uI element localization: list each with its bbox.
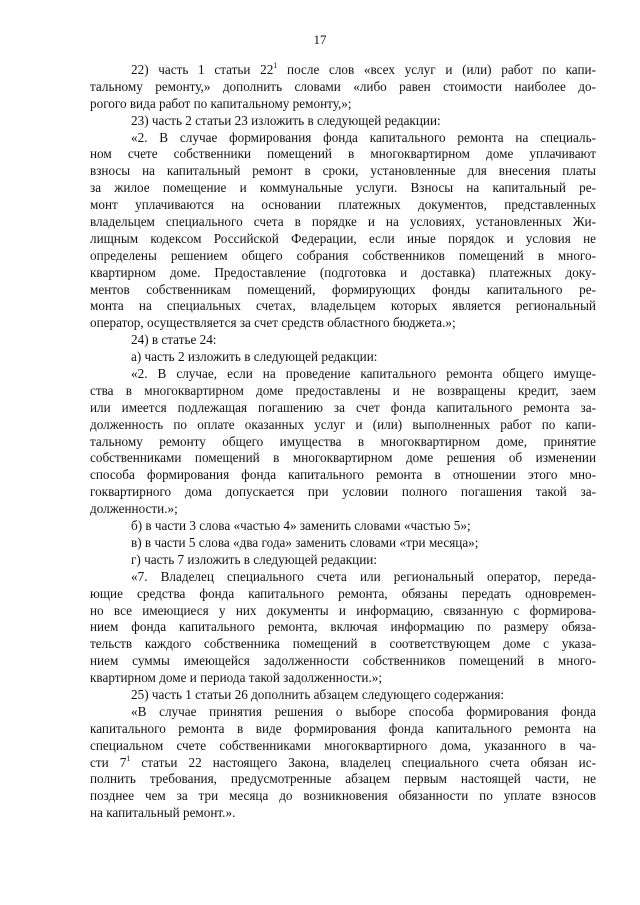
text-line <box>90 231 596 248</box>
text-line <box>90 467 596 484</box>
line-text: сти 7 <box>90 754 127 770</box>
line-text: 23) часть 2 статьи 23 изложить в следующей редакции: <box>131 112 441 128</box>
line-text: 25) часть 1 статьи 26 дополнить абзацем следующего содержания: <box>131 686 505 702</box>
text-line <box>90 79 596 96</box>
text-line <box>90 180 596 197</box>
line-text: позднее чем за три месяца до возникновения обязанности по уплате взносов <box>90 788 596 804</box>
superscript: 1 <box>273 61 278 70</box>
line-text: собственниками помещений в многоквартирном доме решения об изменении <box>90 450 596 466</box>
line-text: долженности.»; <box>90 501 178 517</box>
text-line <box>90 518 596 535</box>
line-text: на капитальный ремонт.». <box>90 805 236 821</box>
text-line <box>90 619 596 636</box>
line-text: гоквартирного дома допускается при условии полного погашения такой за- <box>90 484 596 500</box>
text-line <box>90 417 596 434</box>
line-text: но все имеющиеся у них документы и информацию, связанную с формирова- <box>90 602 596 618</box>
text-line <box>90 738 596 755</box>
line-text-continued: после слов «всех услуг и (или) работ по капи- <box>277 62 596 77</box>
line-text: ментов собственникам помещений, формирующих фонды капитального ре- <box>90 281 596 297</box>
text-line <box>90 366 596 383</box>
line-text: оператор, осуществляется за счет средств областного бюджета.»; <box>90 315 456 331</box>
line-text: взносы на капитальный ремонт в сроки, установленные для внесения платы <box>90 163 596 179</box>
text-line <box>90 214 596 231</box>
text-line <box>90 434 596 451</box>
line-text: б) в части 3 слова «частью 4» заменить словами «частью 5»; <box>131 518 471 534</box>
text-line <box>90 298 596 315</box>
line-text: «2. В случае, если на проведение капитального ремонта общего имуще- <box>131 366 596 382</box>
line-text: за жилое помещение и коммунальные услуги. Взносы на капитальный ре- <box>90 180 596 196</box>
line-text: капитального ремонта в виде формирования фонда капитального ремонта на <box>90 720 596 736</box>
line-text: ства в многоквартирном доме предоставлены и не возвращены кредит, заем <box>90 382 596 398</box>
text-line <box>90 670 596 687</box>
line-text: определены решением общего собрания собственников помещений в много- <box>90 247 596 263</box>
line-text: долженность по оплате оказанных услуг и (или) выполненных работ по капи- <box>90 416 596 432</box>
line-text: «7. Владелец специального счета или региональный оператор, переда- <box>131 568 596 584</box>
line-text: рогого вида работ по капитальному ремонту,»; <box>90 95 352 111</box>
text-line <box>90 163 596 180</box>
text-line <box>90 653 596 670</box>
text-line <box>90 755 596 772</box>
line-text: тельств каждого собственника помещений в соответствующем доме с указа- <box>90 636 596 652</box>
text-line <box>90 704 596 721</box>
line-text: тальному ремонту общего имущества в многоквартирном доме, принятие <box>90 433 596 449</box>
text-line <box>90 146 596 163</box>
text-line <box>90 96 596 113</box>
line-text: монт уплачиваются на основании платежных документов, представленных <box>90 197 596 213</box>
superscript: 1 <box>126 753 131 763</box>
text-line <box>90 501 596 518</box>
text-line <box>90 400 596 417</box>
line-text: монта на специальных счетах, владельцем которых является региональный <box>90 298 596 314</box>
text-line <box>90 788 596 805</box>
text-line <box>90 721 596 738</box>
line-text: специальном счете собственниками многоквартирного дома, указанного в ча- <box>90 737 596 753</box>
text-line <box>90 687 596 704</box>
text-line <box>90 569 596 586</box>
text-line <box>90 315 596 332</box>
text-line <box>90 636 596 653</box>
line-text: ющие средства фонда капитального ремонта, обязаны передать одновремен- <box>90 585 596 601</box>
text-line <box>90 332 596 349</box>
text-line <box>90 248 596 265</box>
line-text: а) часть 2 изложить в следующей редакции: <box>131 349 378 365</box>
text-line <box>90 383 596 400</box>
text-line <box>90 484 596 501</box>
line-text: или имеется подлежащая погашению за счет фонда капитального ремонта за- <box>90 399 596 415</box>
text-line <box>90 535 596 552</box>
line-text: ном счете собственники помещений в многоквартирном доме уплачивают <box>90 146 596 162</box>
text-line <box>90 349 596 366</box>
line-text: нием суммы имеющейся задолженности собственников помещений в много- <box>90 653 596 669</box>
line-text: «В случае принятия решения о выборе способа формирования фонда <box>131 703 596 719</box>
line-text: лищным кодексом Российской Федерации, если иные порядок и условия не <box>90 230 596 246</box>
text-line <box>90 450 596 467</box>
line-text: нием фонда капитального ремонта, включая информацию по размеру обяза- <box>90 619 596 635</box>
text-line <box>90 771 596 788</box>
line-text: в) в части 5 слова «два года» заменить словами «три месяца»; <box>131 534 479 550</box>
text-line <box>90 282 596 299</box>
text-line <box>90 197 596 214</box>
document-body <box>90 62 596 822</box>
line-text: 22) часть 1 статьи 22 <box>131 62 274 77</box>
text-line <box>90 586 596 603</box>
line-text: тальному ремонту,» дополнить словами «либо равен стоимости наиболее до- <box>90 78 596 94</box>
page-number: 17 <box>313 32 327 47</box>
line-text: г) часть 7 изложить в следующей редакции: <box>131 551 377 567</box>
line-text: квартирном доме и периода такой задолженности.»; <box>90 670 383 686</box>
line-text: полнить требования, предусмотренные абзацем первым настоящей части, не <box>90 771 596 787</box>
line-text: «2. В случае формирования фонда капитального ремонта на специаль- <box>131 129 596 145</box>
text-line <box>90 603 596 620</box>
line-text: квартирном доме. Предоставление (подготовка и доставка) платежных доку- <box>90 264 596 280</box>
text-line <box>90 265 596 282</box>
text-line <box>90 62 596 79</box>
text-line <box>90 805 596 822</box>
text-line <box>90 130 596 147</box>
line-text: 24) в статье 24: <box>131 332 217 348</box>
text-line <box>90 552 596 569</box>
text-line <box>90 113 596 130</box>
line-text: владельцем специального счета в порядке и на условиях, установленных Жи- <box>90 214 596 230</box>
line-text: способа формирования фонда капитального ремонта в отношении этого мно- <box>90 467 596 483</box>
line-text-continued: статьи 22 настоящего Закона, владелец специального счета обязан ис- <box>130 754 596 770</box>
